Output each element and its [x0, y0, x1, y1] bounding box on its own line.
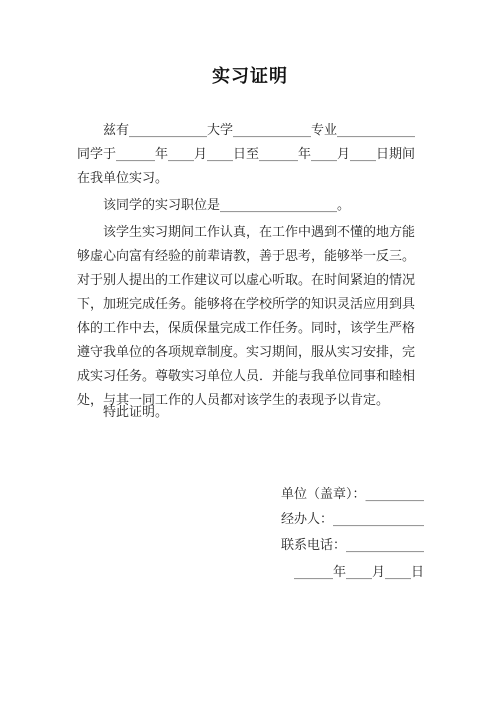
position-paragraph: 该同学的实习职位是__________________。 [103, 198, 351, 213]
internship-period-paragraph: 兹有____________大学____________专业____________同学于______年____月____日至______年____月____日期间在我单位实习。 [77, 123, 416, 186]
handler-line: 经办人：______________ [280, 512, 424, 527]
phone-line: 联系电话：____________ [280, 538, 424, 553]
unit-seal-line: 单位（盖章）：_________ [280, 487, 424, 502]
date-line: ______年____月____日 [293, 565, 424, 580]
evaluation-paragraph: 该学生实习期间工作认真，在工作中遇到不懂的地方能够虚心向富有经验的前辈请教，善于思考，能够举一反三。对于别人提出的工作建议可以虚心听取。在时间紧迫的情况下，加班完成任务。能够将在学校所学的知识灵活应用到具体的工作中去，保质保量完成工作任务。同时，该学生严格遵守我单位的各项规章制度。实习期间，服从实习安排，完成实习任务。尊敬实习单位人员．并能与我单位同事和睦相处，与其一同工作的人员都对该学生的表现予以肯定。 [77, 225, 416, 408]
closing-paragraph: 特此证明。 [103, 405, 169, 420]
document-title: 实习证明 [212, 66, 288, 87]
